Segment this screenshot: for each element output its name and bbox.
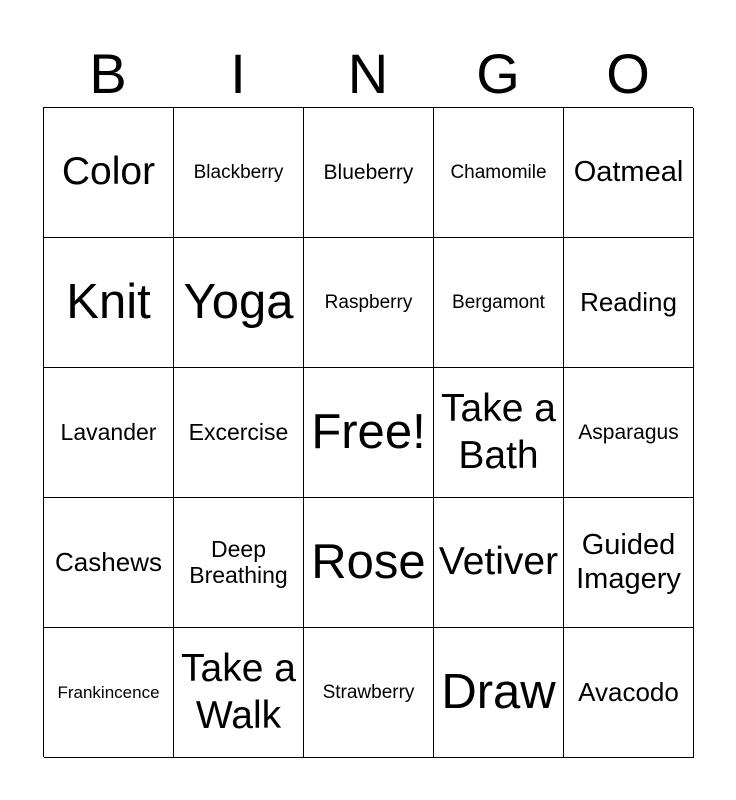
bingo-cell[interactable] <box>304 238 434 368</box>
cell-label: Deep Breathing <box>189 535 288 588</box>
cell-label: Take a Bath <box>441 386 556 477</box>
cell-label: Vetiver <box>438 540 559 584</box>
bingo-cell[interactable] <box>434 368 564 498</box>
cell-label: Reading <box>580 286 677 317</box>
bingo-cell[interactable] <box>304 498 434 628</box>
bingo-cell[interactable] <box>304 108 434 238</box>
cell-label: Oatmeal <box>573 155 684 188</box>
bingo-cell[interactable] <box>434 498 564 628</box>
cell-label: Chamomile <box>450 161 547 183</box>
free-space-cell[interactable] <box>304 368 434 498</box>
bingo-cell[interactable] <box>564 498 694 628</box>
bingo-cell[interactable] <box>44 628 174 758</box>
cell-label: Excercise <box>188 418 289 445</box>
cell-label: Frankincence <box>57 682 160 702</box>
cell-label: Asparagus <box>578 420 679 444</box>
cell-label: Draw <box>441 664 556 719</box>
bingo-cell[interactable] <box>174 368 304 498</box>
cell-label: Bergamont <box>452 291 545 313</box>
bingo-cell[interactable] <box>434 628 564 758</box>
cell-label: Take a Walk <box>181 646 296 737</box>
cell-label: Rose <box>311 534 426 589</box>
bingo-cell[interactable] <box>174 498 304 628</box>
cell-label: Avacodo <box>578 676 679 707</box>
cell-label: Lavander <box>60 418 157 445</box>
bingo-board <box>43 107 693 757</box>
bingo-cell[interactable] <box>564 108 694 238</box>
bingo-cell[interactable] <box>564 368 694 498</box>
bingo-cell[interactable] <box>44 238 174 368</box>
header-letter-g: G <box>476 42 520 105</box>
bingo-cell[interactable] <box>174 238 304 368</box>
header-letter-i: I <box>230 42 246 105</box>
cell-label: Cashews <box>55 546 162 577</box>
header-letter-b: B <box>89 42 127 105</box>
bingo-cell[interactable] <box>434 108 564 238</box>
bingo-cell[interactable] <box>434 238 564 368</box>
cell-label: Strawberry <box>322 681 415 703</box>
cell-label: Guided Imagery <box>576 529 681 595</box>
bingo-cell[interactable] <box>174 628 304 758</box>
cell-label: Blueberry <box>323 160 414 184</box>
bingo-cell[interactable] <box>44 368 174 498</box>
cell-label: Color <box>61 150 156 194</box>
cell-label: Blackberry <box>193 161 284 183</box>
bingo-cell[interactable] <box>44 498 174 628</box>
bingo-cell[interactable] <box>564 628 694 758</box>
bingo-cell[interactable] <box>304 628 434 758</box>
cell-label: Free! <box>311 404 426 459</box>
header-letter-n: N <box>347 42 389 105</box>
header-letter-o: O <box>606 42 650 105</box>
bingo-header <box>43 40 693 108</box>
cell-label: Knit <box>66 274 151 329</box>
cell-label: Yoga <box>183 274 294 329</box>
cell-label: Raspberry <box>324 291 413 313</box>
bingo-cell[interactable] <box>564 238 694 368</box>
bingo-cell[interactable] <box>174 108 304 238</box>
bingo-cell[interactable] <box>44 108 174 238</box>
